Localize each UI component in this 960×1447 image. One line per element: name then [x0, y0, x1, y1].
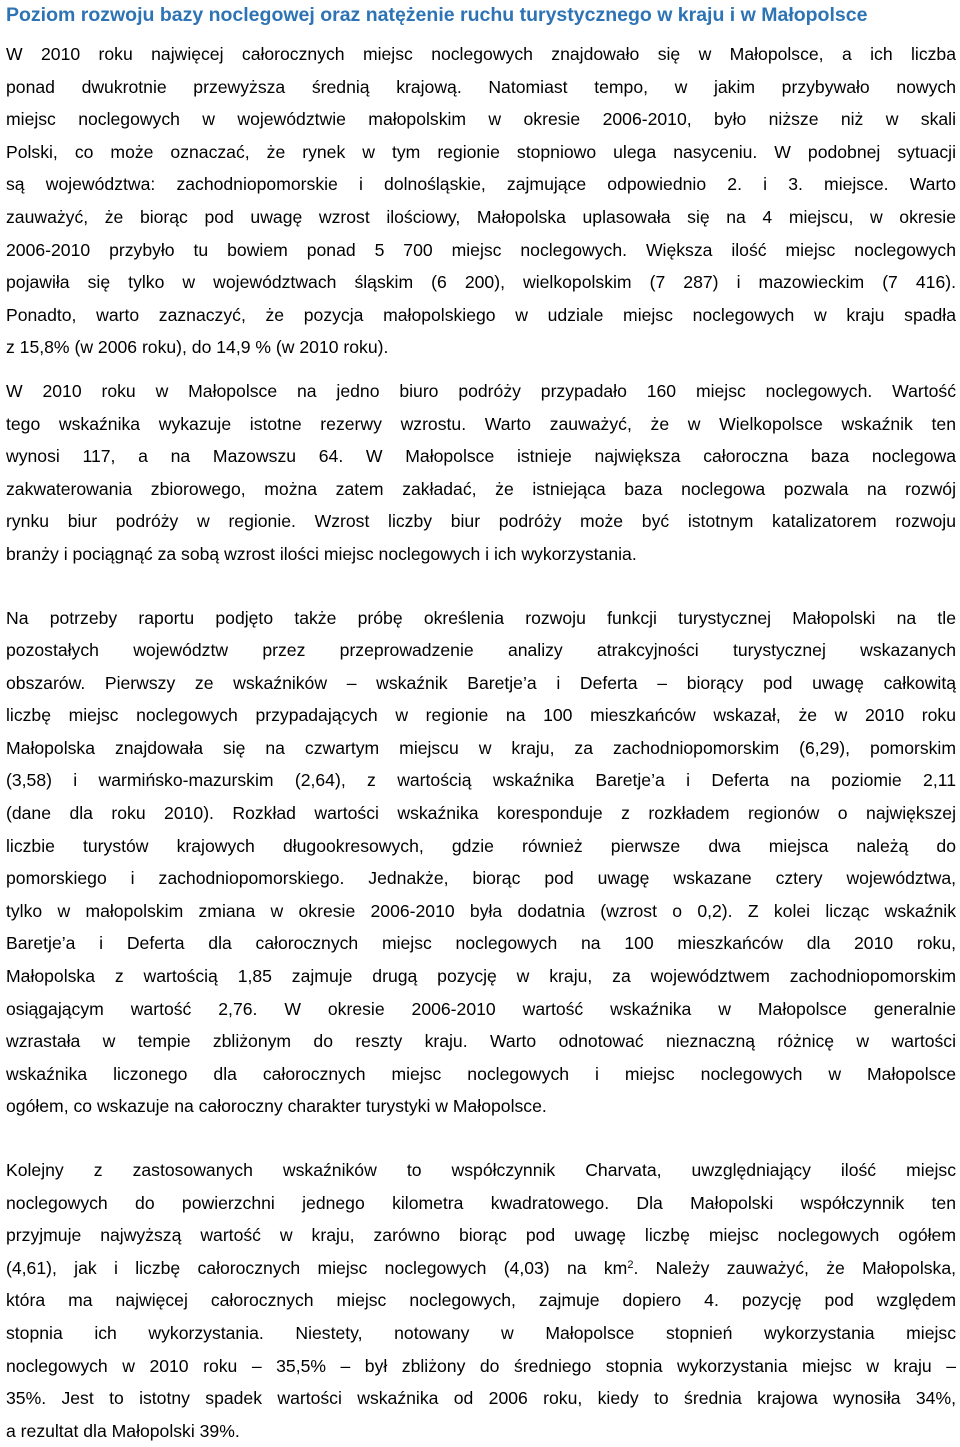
paragraph-baretje-deferta: [6, 602, 956, 1124]
text-segment: . Należy zauważyć, że Małopolska,: [633, 1257, 956, 1278]
text-line: przyjmuje najwyższą wartość w kraju, zarówno biorąc pod uwagę liczbę miejsc noclegowych ogółem: [6, 1225, 956, 1246]
text-line: 35%. Jest to istotny spadek wartości wskaźnika od 2006 roku, kiedy to średnia krajowa wynosiła 34%,: [6, 1388, 956, 1409]
paragraph-accommodation-base: [6, 38, 956, 364]
text-line: (3,58) i warmińsko-mazurskim (2,64), z wartością wskaźnika Baretje’a i Deferta na poziomie 2,11: [6, 770, 956, 791]
text-line: wskaźnika liczonego dla całorocznych miejsc noclegowych i miejsc noclegowych w Małopolsce: [6, 1063, 956, 1084]
text-line: liczbę miejsc noclegowych przypadających w regionie na 100 mieszkańców wskazał, że w 2010 roku: [6, 705, 956, 726]
text-segment: (4,61), jak i liczbę całorocznych miejsc noclegowych (4,03) na km: [6, 1257, 628, 1278]
text-line: a rezultat dla Małopolski 39%.: [6, 1420, 240, 1441]
text-line: Na potrzeby raportu podjęto także próbę określenia rozwoju funkcji turystycznej Małopolski na tle: [6, 607, 956, 628]
text-line: osiągającym wartość 2,76. W okresie 2006-2010 wartość wskaźnika w Małopolsce generalnie: [6, 998, 956, 1019]
text-line: Małopolska znajdowała się na czwartym miejscu w kraju, za zachodniopomorskim (6,29), pomorskim: [6, 737, 956, 758]
text-line: tylko w małopolskim zmiana w okresie 2006-2010 była dodatnia (wzrost o 0,2). Z kolei licząc wskaźnik: [6, 900, 956, 921]
superscript-exponent: 2: [627, 1258, 634, 1271]
paragraph-charvat-coefficient: [6, 1154, 956, 1447]
text-line: tego wskaźnika wykazuje istotne rezerwy wzrostu. Warto zauważyć, że w Wielkopolsce wskaźnik ten: [6, 413, 956, 434]
text-line: branży i pociągnąć za sobą wzrost ilości miejsc noclegowych i ich wykorzystania.: [6, 543, 637, 564]
text-line: obszarów. Pierwszy ze wskaźników – wskaźnik Baretje’a i Deferta – biorący pod uwagę całkowitą: [6, 672, 956, 693]
text-line: która ma najwięcej całorocznych miejsc noclegowych, zajmuje dopiero 4. pozycję pod względem: [6, 1290, 956, 1311]
text-line: Baretje’a i Deferta dla całorocznych miejsc noclegowych na 100 mieszkańców dla 2010 roku,: [6, 933, 956, 954]
section-heading: Poziom rozwoju bazy noclegowej oraz natężenie ruchu turystycznego w kraju i w Małopolsce: [6, 4, 868, 26]
text-line: pojawiła się tylko w województwach śląskim (6 200), wielkopolskim (7 287) i mazowieckim (7 416).: [6, 272, 956, 293]
text-line: pozostałych województw przez przeprowadzenie analizy atrakcyjności turystycznej wskazanych: [6, 640, 956, 661]
text-line: zauważyć, że biorąc pod uwagę wzrost ilościowy, Małopolska uplasowała się na 4 miejscu, w okresie: [6, 206, 956, 227]
document-page: [6, 0, 956, 1447]
text-line: noclegowych do powierzchni jednego kilometra kwadratowego. Dla Małopolski współczynnik ten: [6, 1192, 956, 1213]
text-line: pomorskiego i zachodniopomorskiego. Jednakże, biorąc pod uwagę wskazane cztery województwa,: [6, 868, 956, 889]
text-line: Polski, co może oznaczać, że rynek w tym regionie stopniowo ulega nasyceniu. W podobnej sytuacji: [6, 141, 956, 162]
text-line: Ponadto, warto zaznaczyć, że pozycja małopolskiego w udziale miejsc noclegowych w kraju spadła: [6, 304, 956, 325]
text-line: są województwa: zachodniopomorskie i dolnośląskie, zajmujące odpowiednio 2. i 3. miejsce. Warto: [6, 174, 956, 195]
text-line-with-superscript: [6, 1252, 956, 1285]
text-line: Kolejny z zastosowanych wskaźników to współczynnik Charvata, uwzględniający ilość miejsc: [6, 1160, 956, 1180]
text-line: (dane dla roku 2010). Rozkład wartości wskaźnika koresponduje z rozkładem regionów o największej: [6, 803, 956, 824]
text-line: Małopolska z wartością 1,85 zajmuje drugą pozycję w kraju, za województwem zachodniopomorskim: [6, 966, 956, 987]
paragraph-travel-agencies: [6, 375, 956, 571]
text-line: rynku biur podróży w regionie. Wzrost liczby biur podróży może być istotnym katalizatorem rozwoju: [6, 511, 956, 532]
text-line: ponad dwukrotnie przewyższa średnią krajową. Natomiast tempo, w jakim przybywało nowych: [6, 76, 956, 97]
text-line: zakwaterowania zbiorowego, można zatem zakładać, że istniejąca baza noclegowa pozwala na rozwój: [6, 478, 956, 499]
text-line: wzrastała w tempie zbliżonym do reszty kraju. Warto odnotować nieznaczną różnicę w wartości: [6, 1031, 956, 1052]
text-line: ogółem, co wskazuje na całoroczny charakter turystyki w Małopolsce.: [6, 1096, 547, 1117]
text-line: noclegowych w 2010 roku – 35,5% – był zbliżony do średniego stopnia wykorzystania miejsc w kraju –: [6, 1355, 956, 1376]
text-line: stopnia ich wykorzystania. Niestety, notowany w Małopolsce stopnień wykorzystania miejsc: [6, 1322, 956, 1343]
text-line: z 15,8% (w 2006 roku), do 14,9 % (w 2010 roku).: [6, 337, 389, 358]
text-line: wynosi 117, a na Mazowszu 64. W Małopolsce istnieje największa całoroczna baza noclegowa: [6, 446, 956, 467]
text-line: W 2010 roku w Małopolsce na jedno biuro podróży przypadało 160 miejsc noclegowych. Wartość: [6, 380, 956, 401]
text-line: miejsc noclegowych w województwie małopolskim w okresie 2006-2010, było niższe niż w skali: [6, 109, 956, 130]
text-line: 2006-2010 przybyło tu bowiem ponad 5 700 miejsc noclegowych. Większa ilość miejsc noclegowych: [6, 239, 956, 260]
text-line: liczbie turystów krajowych długookresowych, gdzie również pierwsze dwa miejsca należą do: [6, 835, 956, 856]
text-line: W 2010 roku najwięcej całorocznych miejsc noclegowych znajdowało się w Małopolsce, a ich liczba: [6, 44, 956, 64]
